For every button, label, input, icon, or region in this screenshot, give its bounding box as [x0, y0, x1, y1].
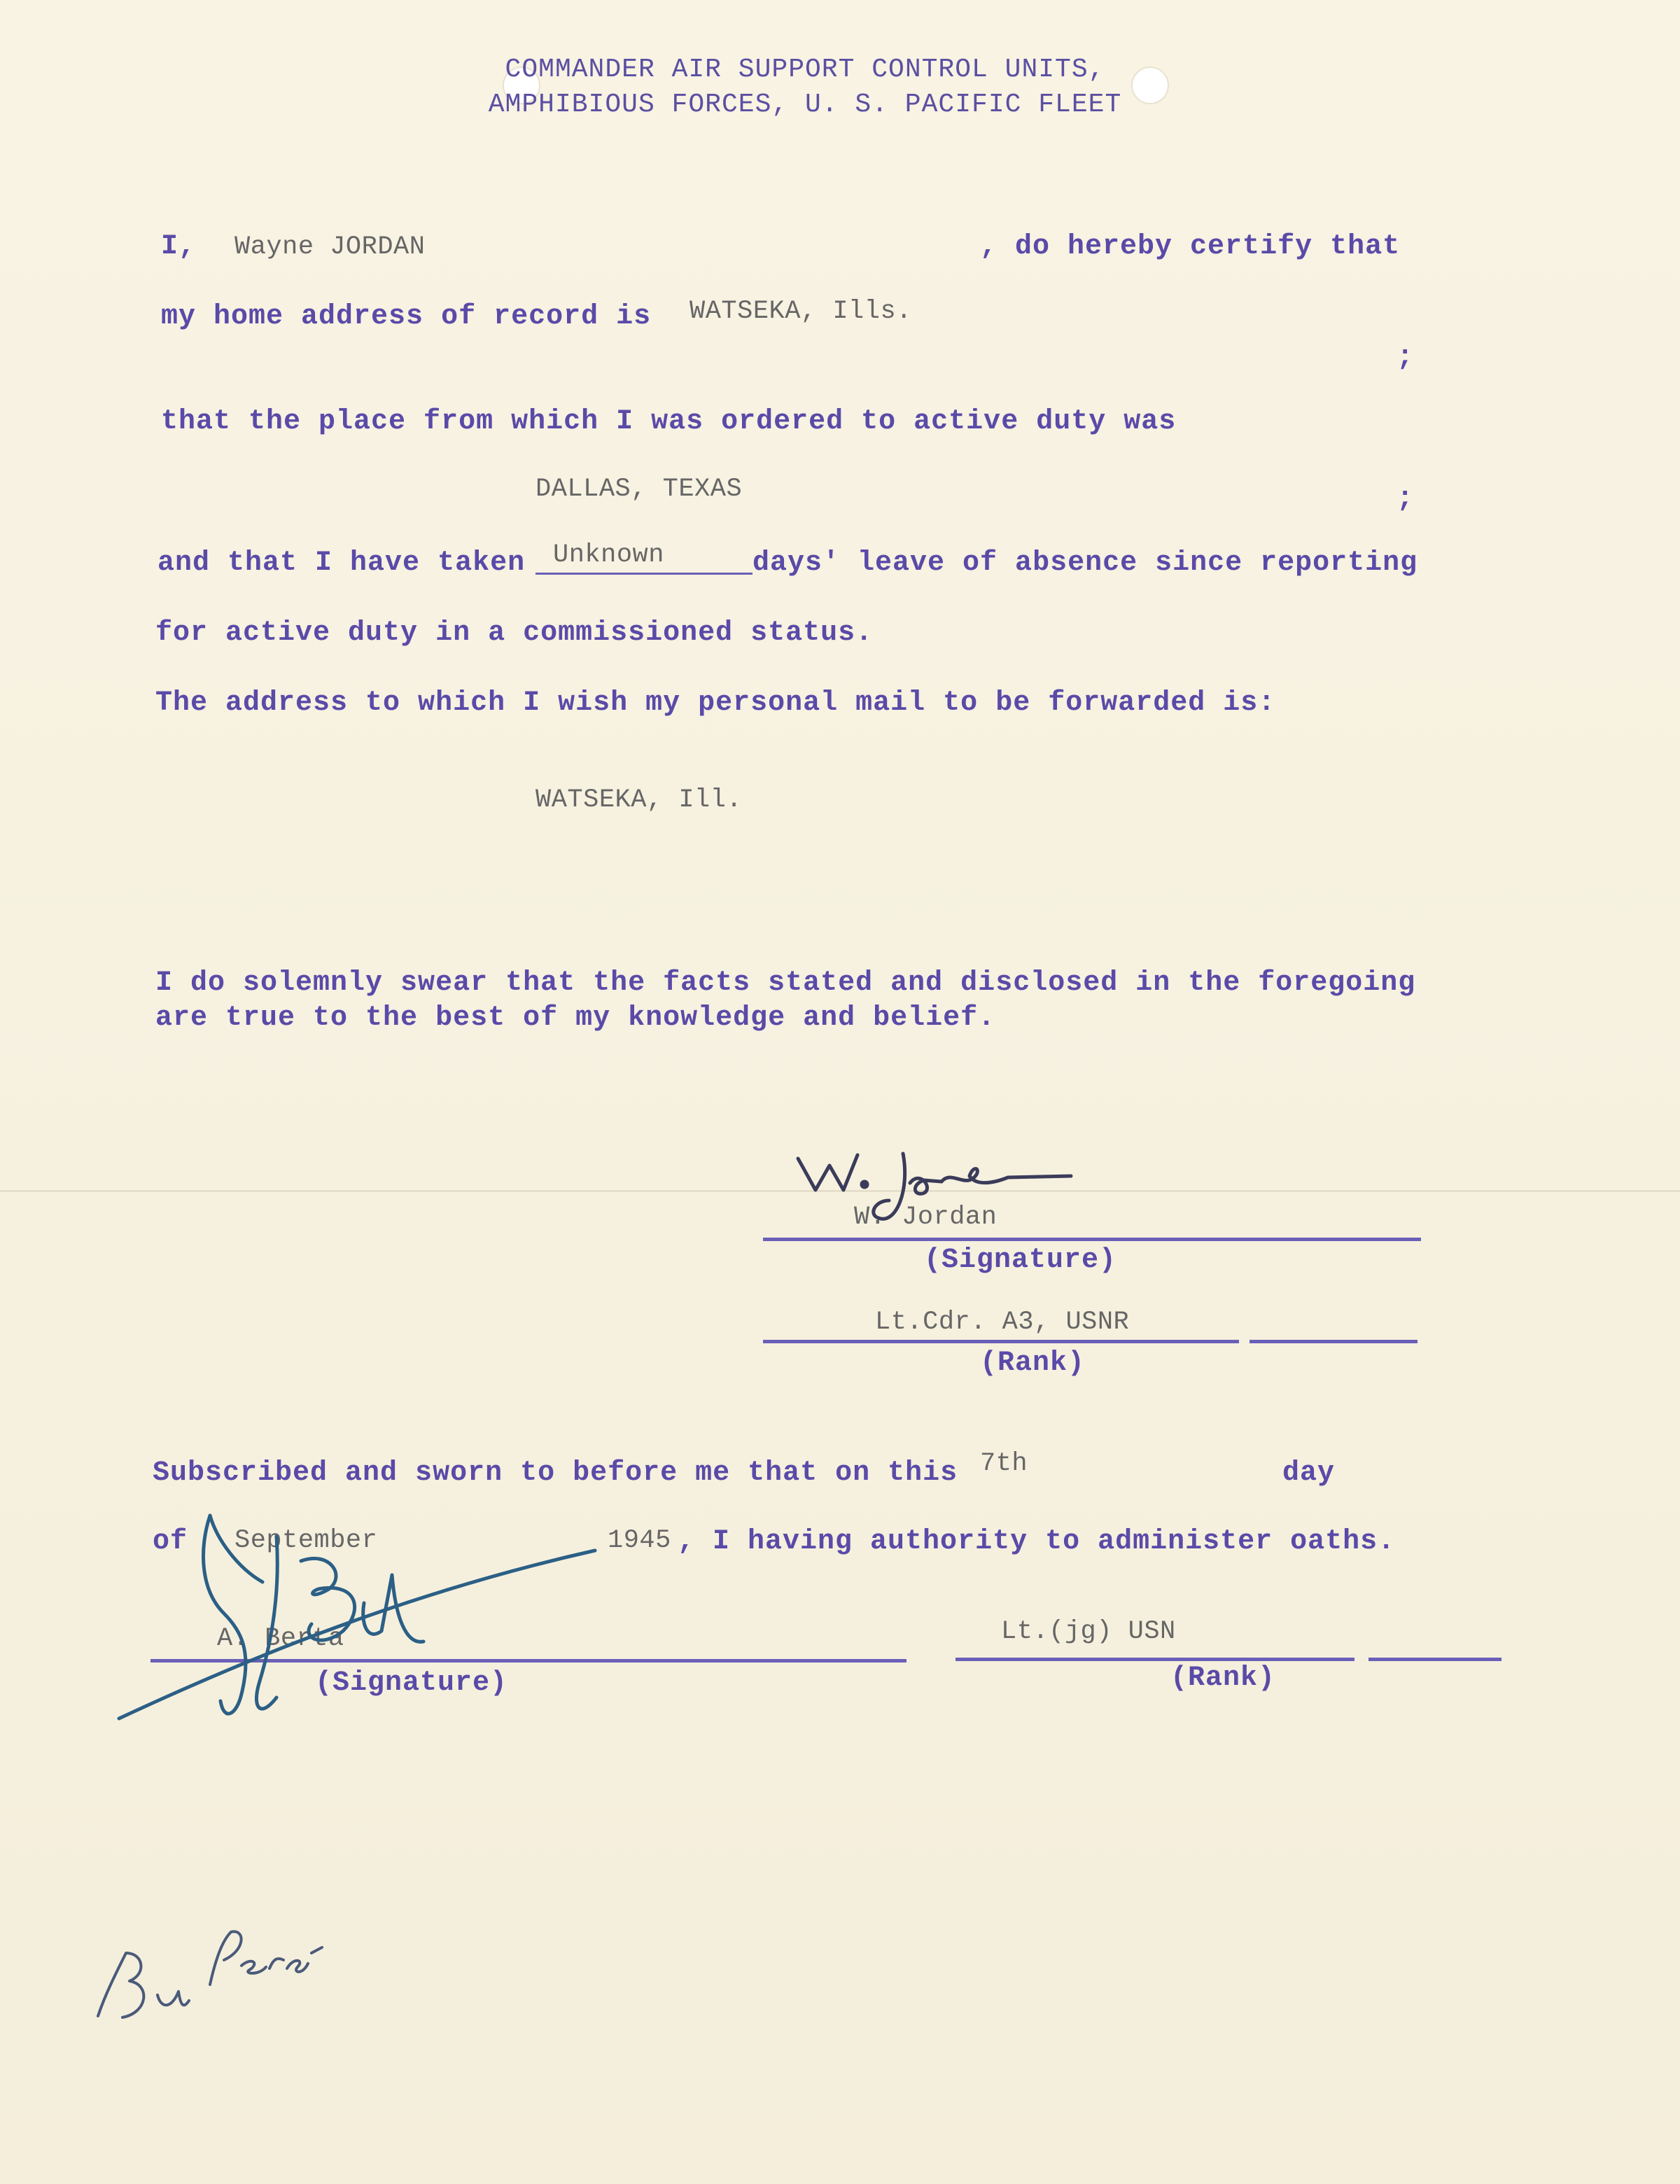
- witness-signature-caption: (Signature): [315, 1667, 508, 1699]
- witness-typed-name: A. Berta: [217, 1624, 344, 1653]
- cert-line-6: The address to which I wish my personal mail to be forwarded is:: [155, 687, 1276, 719]
- semicolon-1: ;: [1396, 342, 1414, 373]
- cert-line-1-prefix: I,: [161, 231, 197, 262]
- heading-line-2: AMPHIBIOUS FORCES, U. S. PACIFIC FLEET: [488, 90, 1122, 120]
- name-field: Wayne JORDAN: [234, 232, 426, 262]
- cert-line-5: for active duty in a commissioned status.: [155, 617, 874, 649]
- ordered-from-field: DALLAS, TEXAS: [536, 475, 743, 504]
- witness-rank-caption: (Rank): [1170, 1662, 1276, 1694]
- officer-rank: Lt.Cdr. A3, USNR: [875, 1308, 1130, 1337]
- officer-rank-caption: (Rank): [980, 1348, 1086, 1379]
- officer-handwritten-signature: [798, 1154, 1071, 1219]
- witness-handwritten-signature: [119, 1516, 595, 1718]
- oath-line-1: I do solemnly swear that the facts stated and disclosed in the foregoing: [155, 967, 1416, 999]
- officer-signature-caption: (Signature): [924, 1245, 1117, 1276]
- home-address-field: WATSEKA, Ills.: [690, 297, 912, 326]
- oath-line-2: are true to the best of my knowledge and belief.: [155, 1002, 996, 1034]
- witness-rank: Lt.(jg) USN: [1001, 1617, 1176, 1646]
- subscription-line-2-suffix: , I having authority to administer oaths.: [678, 1526, 1396, 1558]
- subscription-line-1-prefix: Subscribed and sworn to before me that on this: [153, 1457, 958, 1489]
- year-field: 1945: [608, 1526, 671, 1555]
- heading-line-1: COMMANDER AIR SUPPORT CONTROL UNITS,: [505, 55, 1105, 85]
- cert-line-3: that the place from which I was ordered to active duty was: [161, 406, 1177, 438]
- cert-line-4-prefix: and that I have taken: [158, 547, 526, 579]
- cert-line-2-prefix: my home address of record is: [161, 301, 652, 332]
- bupers-annotation: [98, 1931, 322, 2017]
- subscription-line-1-suffix: day: [1282, 1457, 1336, 1489]
- cert-line-4-suffix: days' leave of absence since reporting: [752, 547, 1418, 579]
- days-leave-field: Unknown: [553, 540, 664, 570]
- mail-address-field: WATSEKA, Ill.: [536, 785, 743, 815]
- officer-typed-name: W. Jordan: [854, 1203, 997, 1232]
- cert-line-1-suffix: , do hereby certify that: [980, 231, 1401, 262]
- semicolon-2: ;: [1396, 483, 1414, 514]
- month-field: September: [234, 1526, 378, 1555]
- day-field: 7th: [980, 1449, 1028, 1478]
- subscription-line-2-prefix: of: [153, 1526, 188, 1558]
